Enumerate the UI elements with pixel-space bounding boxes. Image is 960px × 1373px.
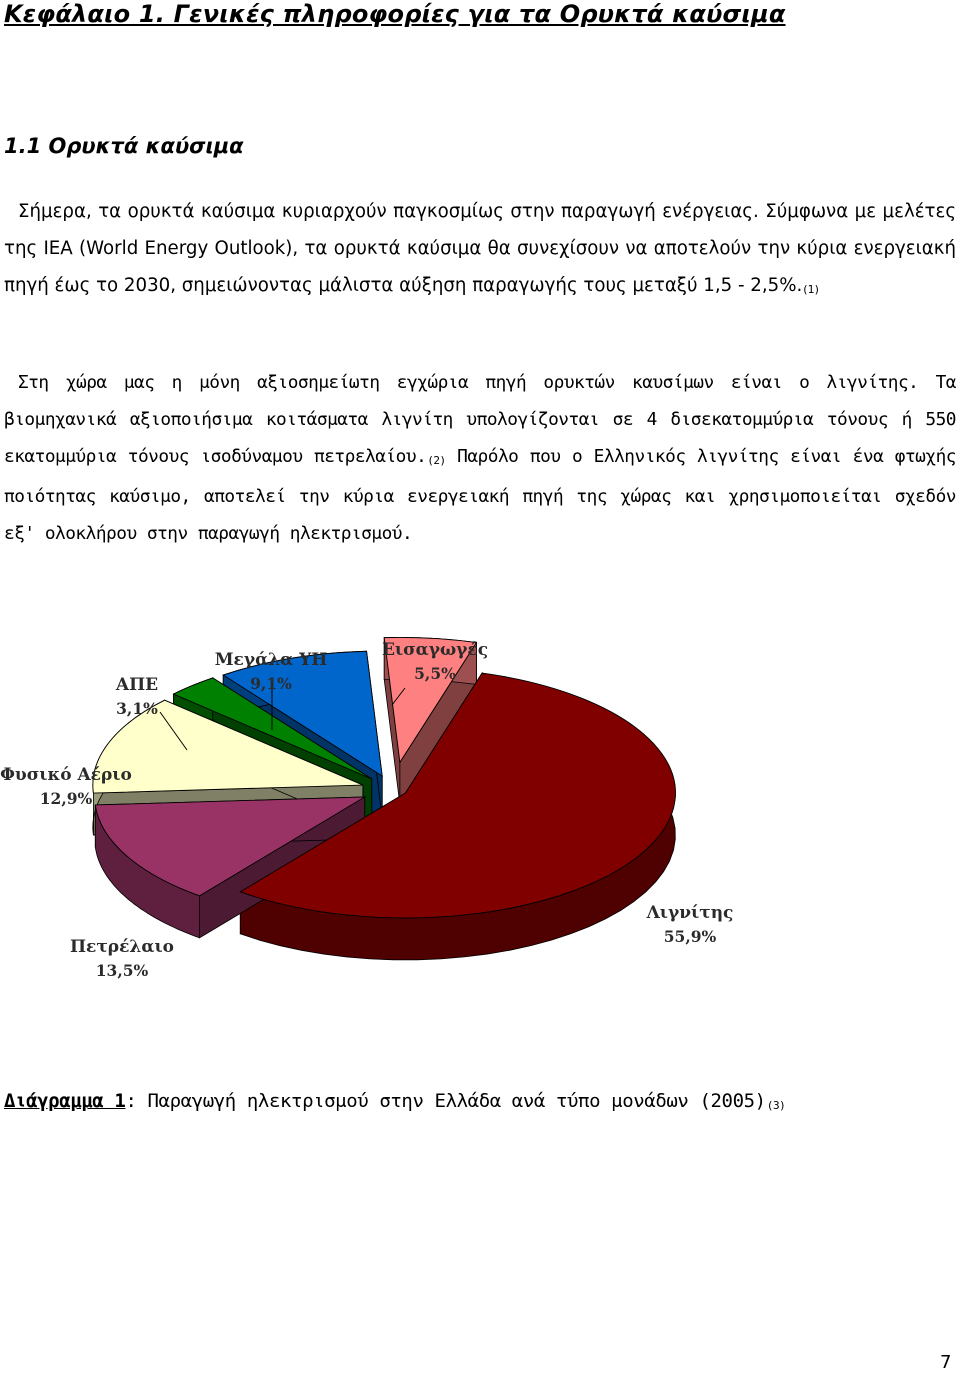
paragraph-fossil-fuels-world — [4, 194, 956, 308]
slice-label-value-2: 12,9% — [39, 789, 93, 808]
caption-label: Διάγραμμα 1 — [4, 1090, 126, 1112]
pie-slices — [93, 637, 676, 959]
slice-label-name-5: Εισαγωγές — [381, 640, 489, 660]
reference-1: (1) — [803, 282, 819, 296]
paragraph-2-text-b: Παρόλο που ο Ελληνικός λιγνίτης είναι ένα φτωχής ποιότητας καύσιμο, αποτελεί την κύρια ενεργειακή πηγή της χώρας και χρησιμοποιείται σχεδόν εξ' ολοκλήρου στην παραγωγή ηλεκτρισμού. — [4, 445, 956, 545]
caption-separator: : — [125, 1090, 137, 1112]
slice-label-value-5: 5,5% — [414, 664, 456, 683]
reference-3: (3) — [766, 1099, 786, 1112]
page-number: 7 — [940, 1352, 952, 1373]
slice-label-name-3: ΑΠΕ — [115, 675, 159, 695]
slice-label-value-4: 9,1% — [250, 674, 292, 693]
electricity-production-pie-chart — [0, 630, 760, 990]
slice-label-value-3: 3,1% — [116, 699, 158, 718]
slice-label-name-4: Μεγάλα ΥΗ — [214, 650, 328, 670]
paragraph-2-text-a: Στη χώρα μας η μόνη αξιοσημείωτη εγχώρια πηγή ορυκτών καυσίμων είναι ο λιγνίτης. Τα βιομηχανικά αξιοποιήσιμα κοιτάσματα λιγνίτη υπολογίζονται σε 4 δισεκατομμύρια τόνους ή 550 εκατομμύρια τόνους ισοδύναμου πετρελαίου. — [4, 372, 956, 467]
figure-caption — [4, 1090, 785, 1112]
slice-label-value-0: 55,9% — [663, 927, 717, 946]
paragraph-lignite-greece — [4, 365, 956, 553]
reference-2: (2) — [427, 453, 446, 467]
caption-text: Παραγωγή ηλεκτρισμού στην Ελλάδα ανά τύπο μονάδων (2005) — [136, 1090, 766, 1112]
slice-label-name-0: Λιγνίτης — [646, 903, 734, 923]
paragraph-1-text: Σήμερα, τα ορυκτά καύσιμα κυριαρχούν παγκοσμίως στην παραγωγή ενέργειας. Σύμφωνα με μελέτες της ΙΕΑ (World Energy Outlook), τα ορυκτά καύσιμα θα συνεχίσουν να αποτελούν την κύρια ενεργειακή πηγή έως το 2030, σημειώνοντας μάλιστα αύξηση παραγωγής τους μεταξύ 1,5 - 2,5%. — [4, 201, 956, 296]
section-title: 1.1 Ορυκτά καύσιμα — [4, 134, 244, 158]
slice-label-name-1: Πετρέλαιο — [69, 937, 175, 957]
slice-label-name-2: Φυσικό Αέριο — [0, 765, 132, 785]
chapter-title: Κεφάλαιο 1. Γενικές πληροφορίες για τα Ορυκτά καύσιμα — [4, 0, 786, 28]
slice-label-value-1: 13,5% — [95, 961, 149, 980]
